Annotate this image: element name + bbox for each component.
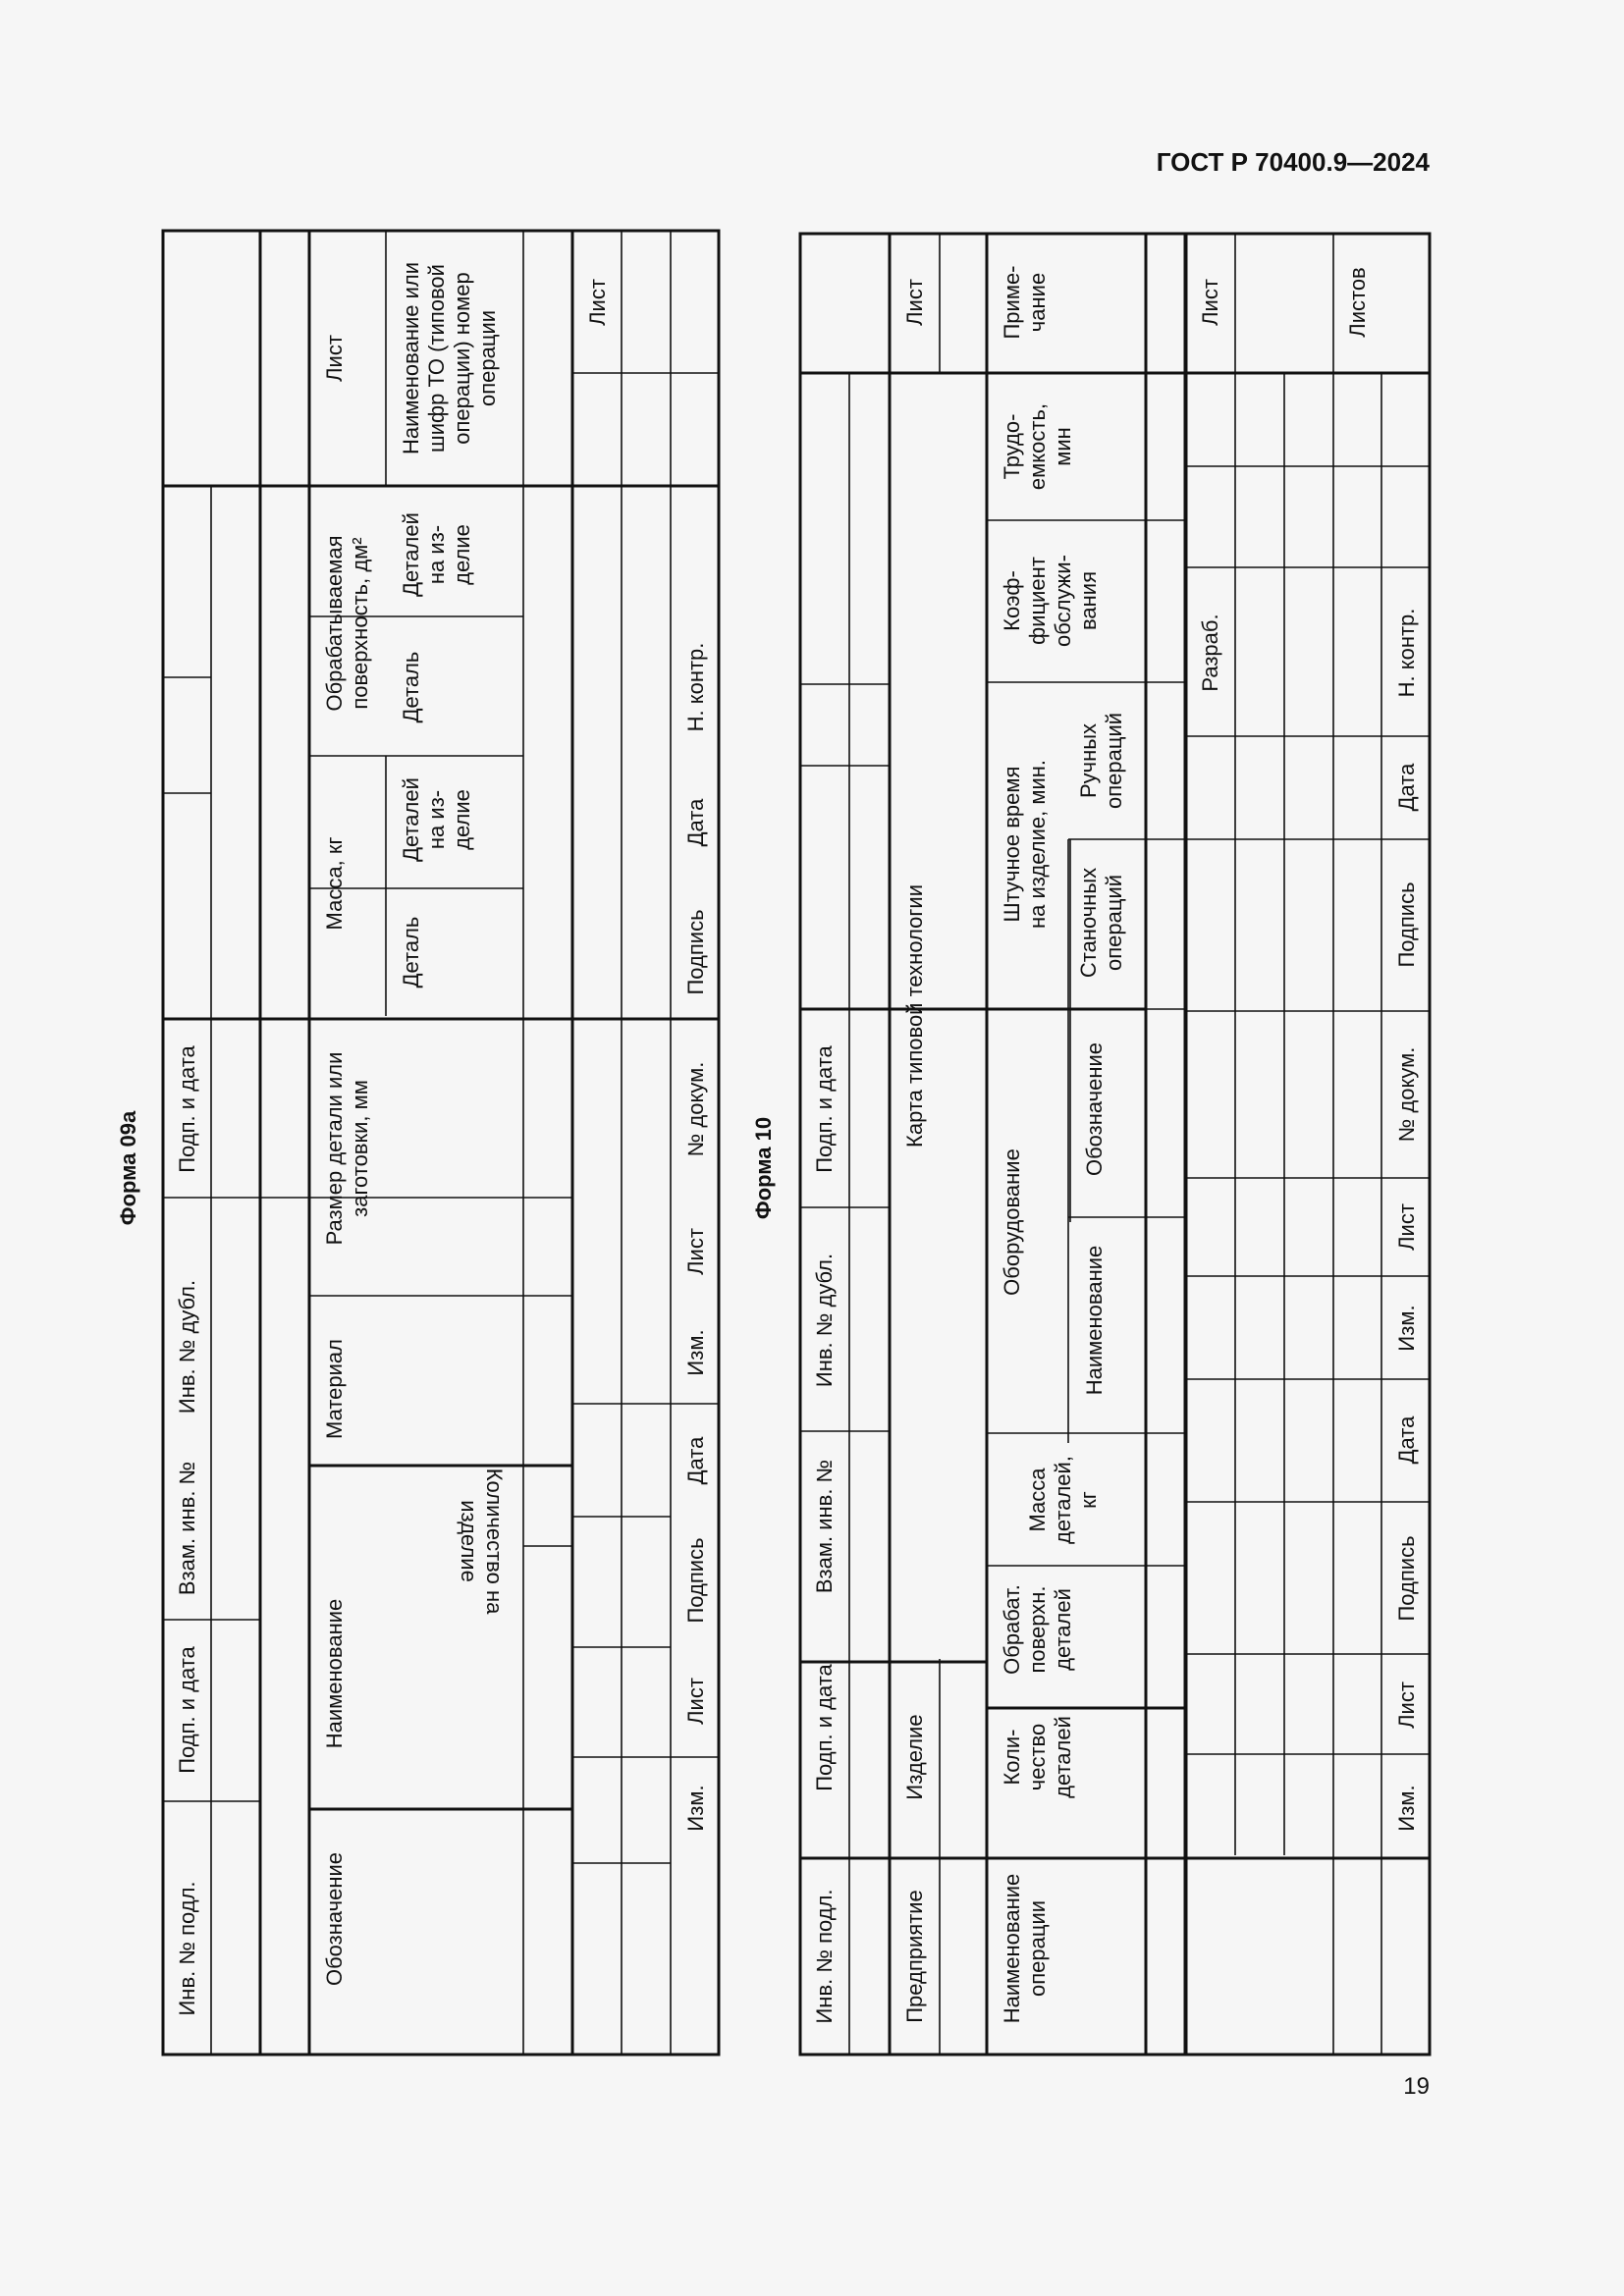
form-10-col-equipment-name: Наименование bbox=[1082, 1245, 1107, 1396]
form-09a-stamp-list-2: Лист bbox=[683, 1228, 708, 1275]
form-09a-archive-inv-orig: Инв. № подл. bbox=[175, 1881, 199, 2016]
form-10-col-surface-2: поверхн. bbox=[1025, 1585, 1050, 1674]
form-09a-col-surface-product-2: на из- bbox=[424, 524, 449, 585]
form-09a-col-surface-product-3: делие bbox=[450, 524, 474, 585]
form-10-archive-sign-date-2: Подп. и дата bbox=[812, 1045, 837, 1173]
form-10-col-quantity-2: чество bbox=[1025, 1723, 1050, 1791]
form-10-stamp-sign-2: Подпись bbox=[1394, 881, 1419, 968]
form-09a-stamp-date-2: Дата bbox=[683, 798, 708, 847]
form-10-col-manual-ops-1: Ручных bbox=[1076, 722, 1101, 799]
form-10-enterprise: Предприятие bbox=[902, 1890, 927, 2023]
form-10 bbox=[751, 234, 1430, 2055]
form-10-col-labor-2: емкость, bbox=[1025, 402, 1050, 491]
form-10-col-mass-1: Масса bbox=[1025, 1468, 1050, 1532]
form-09a-col-surface-product-1: Деталей bbox=[399, 512, 423, 597]
form-09a-stamp-doc: № докум. bbox=[683, 1061, 708, 1157]
form-10-stamp-date-2: Дата bbox=[1394, 763, 1419, 812]
form-09a-archive-replace-inv: Взам. инв. № bbox=[175, 1461, 199, 1596]
form-10-col-service-coef-3: обслужи- bbox=[1051, 554, 1075, 648]
form-09a-col-mass-part: Деталь bbox=[399, 916, 423, 988]
form-10-col-surface-3: деталей bbox=[1051, 1588, 1075, 1671]
form-09a-col-mass-product-1: Деталей bbox=[399, 777, 423, 862]
form-09a-stamp-nkontr: Н. контр. bbox=[683, 642, 708, 732]
form-09a-stamp-sign: Подпись bbox=[683, 1537, 708, 1624]
form-10-card-title: Карта типовой технологии bbox=[902, 884, 927, 1148]
form-10-archive-inv-dup: Инв. № дубл. bbox=[812, 1253, 837, 1388]
form-10-col-service-coef-2: фициент bbox=[1025, 557, 1050, 645]
form-10-col-quantity-3: деталей bbox=[1051, 1716, 1075, 1798]
form-10-stamp-list: Лист bbox=[1394, 1682, 1419, 1729]
form-10-col-note-1: Приме- bbox=[1000, 265, 1024, 340]
form-10-col-operation-1: Наименование bbox=[1000, 1873, 1024, 2024]
form-10-col-surface-1: Обрабат. bbox=[1000, 1584, 1024, 1675]
form-09a-stamp-sheet: Лист bbox=[585, 279, 610, 326]
form-10-col-service-coef-1: Коэф- bbox=[1000, 570, 1024, 631]
form-09a-col-surface-2: поверхность, дм² bbox=[348, 537, 372, 710]
form-09a-col-mass: Масса, кг bbox=[322, 836, 347, 931]
form-10-col-equipment: Оборудование bbox=[1000, 1148, 1024, 1296]
form-09a-col-operation-2: шифр ТО (типовой bbox=[424, 264, 449, 453]
form-10-header-sheet: Лист bbox=[902, 279, 927, 326]
document-header: ГОСТ Р 70400.9—2024 bbox=[1156, 147, 1430, 177]
form-10-stamp-sheets: Листов bbox=[1345, 267, 1370, 338]
form-10-archive-sign-date: Подп. и дата bbox=[812, 1664, 837, 1791]
form-10-archive-inv-orig: Инв. № подл. bbox=[812, 1889, 837, 2024]
form-10-col-labor-1: Трудо- bbox=[1000, 413, 1024, 480]
form-09a-col-mass-product-3: делие bbox=[450, 789, 474, 850]
form-09a-col-surface-part: Деталь bbox=[399, 651, 423, 723]
form-10-col-machine-ops-2: операций bbox=[1102, 874, 1126, 972]
page-number: 19 bbox=[1403, 2073, 1430, 2100]
form-09a-col-quantity-2: изделие bbox=[457, 1500, 481, 1582]
form-09a-stamp-list: Лист bbox=[683, 1678, 708, 1725]
form-10-stamp-sign: Подпись bbox=[1394, 1535, 1419, 1622]
form-09a-stamp-sign-2: Подпись bbox=[683, 909, 708, 995]
form-10-col-mass-2: деталей, bbox=[1051, 1456, 1075, 1544]
form-10-col-mass-3: кг bbox=[1076, 1491, 1101, 1509]
form-09a-col-designation: Обозначение bbox=[322, 1851, 347, 1987]
form-10-col-manual-ops-2: операций bbox=[1102, 712, 1126, 810]
form-09a-archive-sign-date-2: Подп. и дата bbox=[175, 1045, 199, 1173]
form-09a-stamp-izm-2: Изм. bbox=[683, 1329, 708, 1376]
form-10-stamp-izm-2: Изм. bbox=[1394, 1305, 1419, 1352]
form-09a-col-sheet: Лист bbox=[322, 335, 347, 382]
form-09a-stamp-date: Дата bbox=[683, 1436, 708, 1485]
form-10-product: Изделие bbox=[902, 1714, 927, 1800]
form-09a-col-material: Материал bbox=[322, 1339, 347, 1439]
form-09a bbox=[116, 231, 719, 2055]
form-09a-col-operation-1: Наименование или bbox=[399, 261, 423, 455]
form-09a-col-surface-1: Обрабатываемая bbox=[322, 535, 347, 712]
form-09a-col-operation-3: операции) номер bbox=[450, 272, 474, 445]
form-10-archive-replace-inv: Взам. инв. № bbox=[812, 1459, 837, 1594]
form-10-stamp-doc: № докум. bbox=[1394, 1046, 1419, 1143]
form-10-title: Форма 10 bbox=[751, 1116, 776, 1220]
form-09a-col-size-2: заготовки, мм bbox=[348, 1080, 372, 1217]
form-10-col-operation-2: операции bbox=[1025, 1899, 1050, 1998]
form-10-col-quantity-1: Коли- bbox=[1000, 1729, 1024, 1786]
form-10-col-piece-time-1: Штучное время bbox=[1000, 766, 1024, 923]
form-10-stamp-date: Дата bbox=[1394, 1415, 1419, 1465]
form-10-col-machine-ops-1: Станочных bbox=[1076, 867, 1101, 979]
form-10-stamp-izm: Изм. bbox=[1394, 1785, 1419, 1832]
form-09a-stamp-izm: Изм. bbox=[683, 1785, 708, 1832]
form-10-stamp-list-2: Лист bbox=[1394, 1203, 1419, 1251]
form-09a-col-operation-4: операции bbox=[475, 309, 500, 407]
form-10-stamp-nkontr: Н. контр. bbox=[1394, 608, 1419, 698]
form-09a-archive-sign-date: Подп. и дата bbox=[175, 1646, 199, 1774]
form-10-col-equipment-code: Обозначение bbox=[1082, 1041, 1107, 1177]
form-09a-col-mass-product-2: на из- bbox=[424, 789, 449, 850]
form-09a-title: Форма 09а bbox=[116, 1110, 140, 1226]
form-10-col-labor-3: мин bbox=[1051, 427, 1075, 466]
form-09a-col-size-1: Размер детали или bbox=[322, 1051, 347, 1246]
form-10-col-piece-time-2: на изделие, мин. bbox=[1025, 760, 1050, 929]
form-09a-archive-inv-dup: Инв. № дубл. bbox=[175, 1279, 199, 1415]
form-09a-col-quantity-1: Количество на bbox=[482, 1468, 507, 1615]
form-10-col-service-coef-4: вания bbox=[1076, 570, 1101, 631]
form-09a-col-name: Наименование bbox=[322, 1598, 347, 1749]
form-10-stamp-develop: Разраб. bbox=[1198, 614, 1222, 692]
form-10-stamp-sheet: Лист bbox=[1198, 279, 1222, 326]
form-10-col-note-2: чание bbox=[1025, 272, 1050, 333]
